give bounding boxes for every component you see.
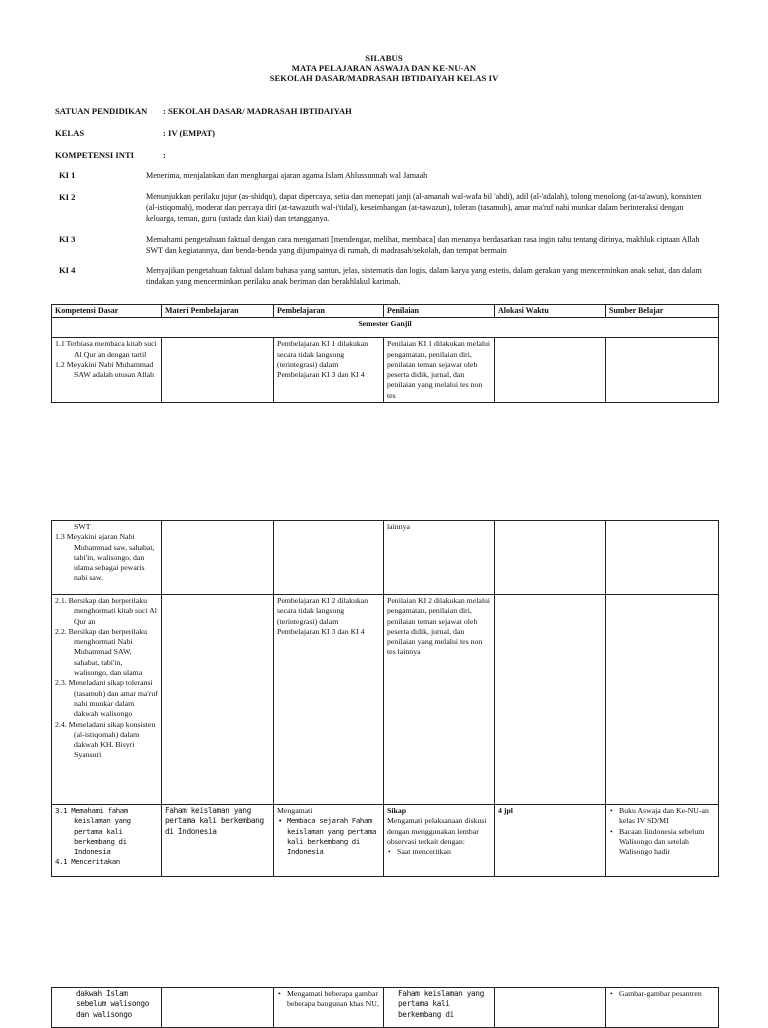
pembelajaran-cell [274,521,384,595]
pembelajaran-item: • Membaca sejarah Faham keislaman yang pertama kali berkembang di Indonesia [287,816,380,857]
pembelajaran-item: • Mengamati beberapa gambar beberapa bangunan khas NU, [287,989,380,1010]
sumber-cell [606,521,719,595]
penilaian-cell: Faham keislaman yang pertama kali berkembang di [384,988,495,1028]
alokasi-cell: 4 jpl [495,805,606,877]
sumber-cell [606,338,719,403]
kd-cell [52,805,162,877]
silabus-table-part1 [51,304,719,403]
pembelajaran-cell [274,988,384,1028]
ki3-code: KI 3 [59,234,76,244]
silabus-table-part2 [51,520,719,877]
doc-subject: MATA PELAJARAN ASWAJA DAN KE-NU-AN [291,63,477,73]
alokasi-cell [495,338,606,403]
silabus-table-part3 [51,987,719,1028]
ki4-code: KI 4 [59,265,76,275]
alokasi-cell [495,988,606,1028]
kd-2-4: 2.4. Meneladani sikap konsisten (al-istiqomah) dalam dakwah KH. Bisyri Syansuri [55,719,156,760]
semester-label: Semester Ganjil [52,318,719,338]
sumber-cell [606,805,719,877]
materi-cell [162,595,274,805]
kd-1-3: 1.3 Meyakini ajaran Nabi Muhammad saw, sahabat, tabi'in, walisongo, dan ulama sebagai pewaris nabi saw. [55,532,155,583]
materi-cell: Faham keislaman yang pertama kali berkembang di Indonesia [162,805,274,877]
satuan-label: SATUAN PENDIDIKAN [55,106,148,116]
pembelajaran-cell: Pembelajaran KI 1 dilakukan secara tidak langsung (terintegrasi) dalam Pembelajaran KI 3 dan KI 4 [274,338,384,403]
table-row [52,521,719,595]
ki4-text: Menyajikan pengetahuan faktual dalam bahasa yang santun, jelas, sistematis dan logis, dalam karya yang estetis, dalam gerakan yang mencerminkan anak sehat, dan dalam tindakan yang mencerminkan perilaku anak beriman dan berakhlakul karimah. [146,266,702,287]
table-row [52,805,719,877]
ki-colon: : [163,150,166,160]
alokasi-cell [495,521,606,595]
col-materi: Materi Pembelajaran [162,305,274,318]
sumber-item: • Buku Aswaja dan Ke-NU-an kelas IV SD/MI [619,806,715,827]
kd-2-2: 2.2. Bersikap dan berperilaku menghormati Nabi Muhammad SAW, sahabat, tabi'in, walisongo, dan ulama [55,626,148,678]
kd-cell: dakwah Islam sebelum walisongo dan walisongo [52,988,162,1028]
penilaian-title: Sikap [387,806,407,815]
sumber-cell [606,595,719,805]
doc-school-level: SEKOLAH DASAR/MADRASAH IBTIDAIYAH KELAS IV [269,73,499,83]
kd-1-1: 1.1 Terbiasa membaca kitab suci Al Qur an dengan tartil [55,339,157,359]
kd-cell [52,521,162,595]
kd-2-1: 2.1. Bersikap dan berperilaku menghormati kitab suci Al Qur an [55,596,157,626]
kd-3-1: 3.1 Memahami faham keislaman yang pertama kali berkembang di Indonesia [55,806,131,857]
pembelajaran-title: Mengamati [277,806,313,815]
ki2-text: Menunjukkan perilaku jujur (as-shidqu), dapat dipercaya, setia dan menepati janji (al-amanah wal-wafa bil 'ahdi), adil (al-'adalah), tolong menolong (at-ta'awun), konsisten (al-istiqomah), moderat dan percaya diri (at-tawazuth wal-i'tidal), keseimbangan (at-tawazun), toleran (tasamuh), amar ma'ruf nahi munkar dalam berinteraksi dengan keluarga, teman, guru (ustadz dan kiai) dan tetangganya. [146,192,702,224]
penilaian-cell: lainnya [384,521,495,595]
table-header-row [52,305,719,318]
sumber-item: • Bacaan Iindonesia sebelum Walisongo dan setelah Walisongo hadir [619,827,715,858]
materi-cell [162,521,274,595]
alokasi-cell [495,595,606,805]
kd-cell [52,338,162,403]
table-row [52,988,719,1028]
sumber-cell [606,988,719,1028]
penilaian-cell: Penilaian KI 1 dilakukan melalui pengamatan, penilaian diri, penilaian teman sejawat oleh peserta didik, jurnal, dan penilaian yang melalui tes non tes [384,338,495,403]
sumber-item: • Gambar-gambar pesantren [619,989,715,999]
kd-continued: SWT [74,522,91,531]
col-penilaian: Penilaian [384,305,495,318]
ki1-code: KI 1 [59,170,76,180]
doc-title: SILABUS [365,53,403,63]
table-row [52,595,719,805]
kd-2-3: 2.3. Meneladani sikap toleransi (tasamuh) dan amar ma'ruf nahi munkar dalam dakwah walisongo [55,678,158,719]
kelas-label: KELAS [55,128,85,138]
materi-cell [162,338,274,403]
col-kompetensi-dasar: Kompetensi Dasar [52,305,162,318]
pembelajaran-cell [274,805,384,877]
col-pembelajaran: Pembelajaran [274,305,384,318]
kd-1-2: 1.2 Meyakini Nabi Muhammad SAW adalah utusan Allah [55,359,155,380]
penilaian-cell: Penilaian KI 2 dilakukan melalui pengamatan, penilaian diri, penilaian teman sejawat oleh peserta didik, jurnal, dan penilaian yang melalui tes non tes lainnya [384,595,495,805]
penilaian-cell [384,805,495,877]
ki1-text: Menerima, menjalankan dan menghargai ajaran agama Islam Ahlussunnah wal Jamaah [146,171,428,180]
penilaian-item: • Saat menceritkan [397,847,491,857]
table-row [52,338,719,403]
kd-cell [52,595,162,805]
kelas-value: : IV (EMPAT) [163,128,216,138]
kd-4-1: 4.1 Menceritakan [55,857,120,867]
ki3-text: Memahami pengetahuan faktual dengan cara mengamati [mendengar, melihat, membaca] dan menanya berdasarkan rasa ingin tahu tentang dirinya, makhluk ciptaan Allah SWT dan kegiatannya, dan benda-benda yang dijumpainya di rumah, di madrasah/sekolah, dan tempat bermain [146,235,700,256]
penilaian-text: Mengamati pelaksanaan diskusi dengan menggunakan lembar observasi terkait dengan: [387,816,487,846]
semester-row [52,318,719,338]
col-sumber: Sumber Belajar [606,305,719,318]
satuan-value: : SEKOLAH DASAR/ MADRASAH IBTIDAIYAH [163,106,352,116]
materi-cell [162,988,274,1028]
ki-label: KOMPETENSI INTI [55,150,135,160]
pembelajaran-cell: Pembelajaran KI 2 dilakukan secara tidak langsung (terintegrasi) dalam Pembelajaran KI 3 dan KI 4 [274,595,384,805]
ki2-code: KI 2 [59,192,76,202]
col-alokasi: Alokasi Waktu [495,305,606,318]
